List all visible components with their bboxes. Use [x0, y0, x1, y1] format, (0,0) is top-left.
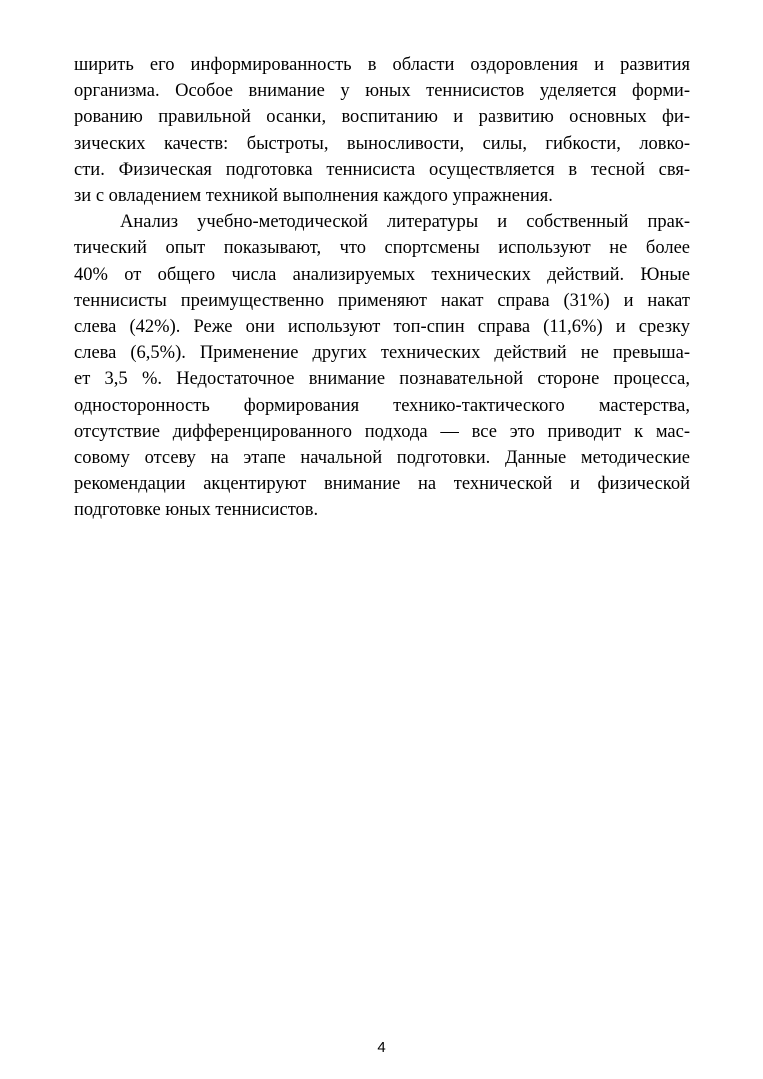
text-line: тический опыт показывают, что спортсмены используют не более — [74, 238, 690, 259]
text-line: рованию правильной осанки, воспитанию и развитию основных фи- — [74, 107, 690, 128]
text-line: ширить его информированность в области оздоровления и развития — [74, 55, 690, 75]
text-line: ет 3,5 %. Недостаточное внимание познавательной стороне процесса, — [74, 369, 690, 390]
body-text — [74, 52, 690, 524]
text-line: организма. Особое внимание у юных теннисистов уделяется форми- — [74, 81, 690, 102]
text-line: совому отсеву на этапе начальной подготовки. Данные методические — [74, 448, 690, 469]
paragraph-2 — [74, 209, 690, 523]
text-line: сти. Физическая подготовка теннисиста осуществляется в тесной свя- — [74, 159, 690, 180]
text-line: отсутствие дифференцированного подхода — все это приводит к мас- — [74, 421, 690, 442]
text-line: подготовке юных теннисистов. — [74, 500, 319, 521]
text-line: Анализ учебно-методической литературы и собственный прак- — [120, 212, 690, 233]
text-line: теннисисты преимущественно применяют накат справа (31%) и накат — [74, 290, 690, 311]
text-line: слева (42%). Реже они используют топ-спин справа (11,6%) и срезку — [74, 317, 690, 338]
text-line: зических качеств: быстроты, выносливости, силы, гибкости, ловко- — [74, 133, 690, 154]
text-line: слева (6,5%). Применение других технических действий не превыша- — [74, 343, 690, 364]
page-number: 4 — [377, 1039, 386, 1056]
text-line: зи с овладением техникой выполнения каждого упражнения. — [74, 186, 553, 207]
paragraph-1 — [74, 52, 690, 209]
text-line: рекомендации акцентируют внимание на технической и физической — [74, 474, 690, 495]
text-line: односторонность формирования технико-тактического мастерства, — [74, 395, 690, 416]
text-line: 40% от общего числа анализируемых технических действий. Юные — [74, 264, 690, 285]
